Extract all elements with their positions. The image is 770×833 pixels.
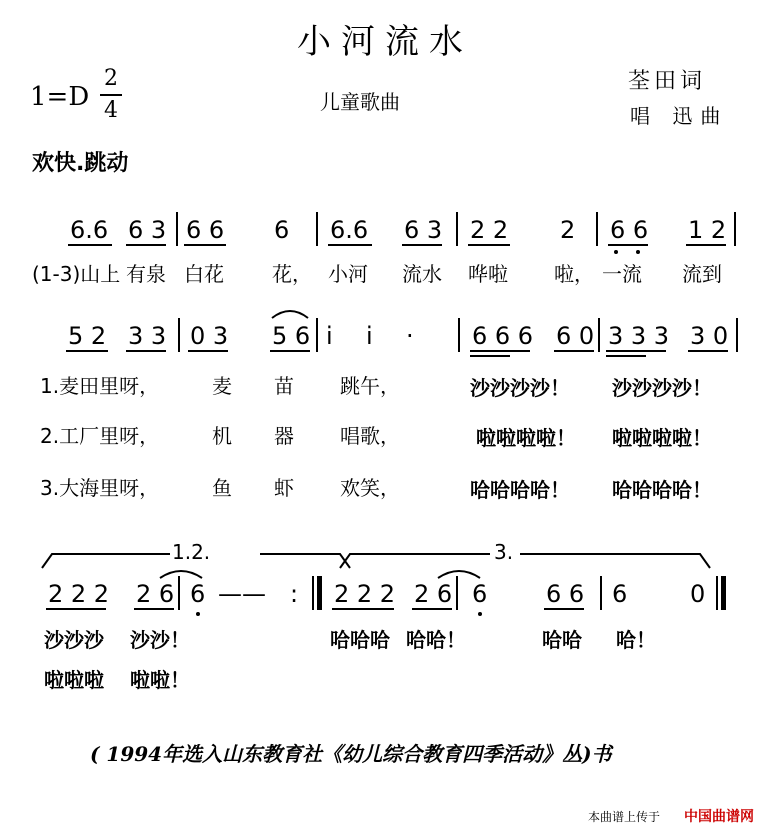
site-logo: 中国曲谱网 (684, 809, 754, 825)
note-group: 6 6 (546, 580, 585, 608)
note-group: 6 6 6 (472, 322, 534, 350)
lyricist: 荃田词 (628, 69, 707, 94)
genre: 儿童歌曲 (320, 90, 400, 114)
beam-underline (688, 350, 728, 352)
beam-underline (554, 350, 594, 352)
note-group: 5 2 (68, 322, 107, 350)
lyric: 哈哈！ (406, 628, 466, 652)
note-group: 2 2 2 (48, 580, 110, 608)
verse-lyric: 啦啦啦啦！ (612, 426, 712, 450)
verse-lyric: 1.麦田里呀， (40, 374, 160, 398)
beam-underline (332, 608, 394, 610)
verse-lyric: 哈哈哈哈！ (612, 478, 712, 502)
beam-underline (126, 244, 166, 246)
barline (456, 212, 458, 246)
repeat-sign: : (290, 580, 299, 608)
barline (456, 576, 458, 610)
beam-underline (608, 244, 648, 246)
verse-lyric: 沙沙沙沙！ (470, 376, 570, 400)
note-group: · (406, 322, 414, 350)
note-group: 2 2 (470, 216, 509, 244)
note-group: i (326, 322, 333, 350)
barline-thick (317, 576, 322, 610)
note-group: 3 3 (128, 322, 167, 350)
beam-underline (606, 350, 666, 352)
beam-underline (126, 350, 166, 352)
song-title: 小河流水 (297, 22, 473, 62)
lyric: 一流 (602, 262, 642, 286)
barline (316, 212, 318, 246)
note-group: 5 6 (272, 322, 311, 350)
note-group: 2 2 2 (334, 580, 396, 608)
verse-lyric: 哈哈哈哈！ (470, 478, 570, 502)
beam-underline (270, 350, 310, 352)
lyric: 哈！ (616, 628, 656, 652)
verse-lyric: 麦 (212, 374, 232, 398)
barline (596, 212, 598, 246)
beam-underline (470, 350, 530, 352)
verse-lyric: 苗 (274, 374, 294, 398)
note-group: 6 (472, 580, 488, 608)
note-group: 6 0 (556, 322, 595, 350)
beam-underline (686, 244, 726, 246)
ending-label: 3. (494, 540, 514, 564)
slur (270, 306, 310, 320)
lyric: 流水 (402, 262, 442, 286)
beam-underline (66, 350, 108, 352)
note-group: 6 6 (186, 216, 225, 244)
verse-lyric: 3.大海里呀， (40, 476, 160, 500)
note-group: 3 0 (690, 322, 729, 350)
note-group: 6 (190, 580, 206, 608)
lower-octave-dot (478, 612, 482, 616)
beam-underline (68, 244, 112, 246)
note-group: 6 6 (610, 216, 649, 244)
lyric: 哈哈哈 (330, 628, 390, 652)
note-group: 3 3 3 (608, 322, 670, 350)
note-group: 6 3 (128, 216, 167, 244)
beam-underline-double (606, 355, 646, 357)
verse-lyric: 2.工厂里呀， (40, 424, 160, 448)
lyric: 有泉 (126, 262, 166, 286)
barline (176, 212, 178, 246)
beam-underline (188, 350, 228, 352)
beam-underline (468, 244, 510, 246)
verse-lyric: 唱歌， (340, 424, 400, 448)
lyric: 啦啦！ (130, 668, 190, 692)
barline (178, 318, 180, 352)
verse-lyric: 虾 (274, 476, 294, 500)
volta-brackets (40, 540, 720, 570)
verse-lyric: 啦啦啦啦！ (476, 426, 576, 450)
lyric: 啦， (554, 262, 594, 286)
lyric: 花， (272, 262, 312, 286)
time-divider (100, 94, 122, 96)
lyric: (1-3)山上 (32, 262, 121, 286)
note-group: 6 3 (404, 216, 443, 244)
barline (734, 212, 736, 246)
tempo-marking: 欢快.跳动 (32, 151, 129, 176)
verse-lyric: 器 (274, 424, 294, 448)
lower-octave-dot (636, 250, 640, 254)
barline (600, 576, 602, 610)
slur (436, 566, 482, 580)
note-group: 6.6 (70, 216, 109, 244)
note-group: 6.6 (330, 216, 369, 244)
barline (178, 576, 180, 610)
beam-underline (184, 244, 226, 246)
verse-lyric: 跳午， (340, 374, 400, 398)
beam-underline (412, 608, 452, 610)
beam-underline (46, 608, 106, 610)
note-group: 0 3 (190, 322, 229, 350)
beam-underline-double (470, 355, 510, 357)
lyric: 哈哈 (542, 628, 582, 652)
time-top: 2 (104, 66, 118, 91)
key-signature: 1=D (30, 82, 90, 112)
lower-octave-dot (614, 250, 618, 254)
barline (716, 576, 718, 610)
lower-octave-dot (196, 612, 200, 616)
barline (312, 576, 314, 610)
barline-thick (721, 576, 726, 610)
lyric: 沙沙！ (130, 628, 190, 652)
beam-underline (134, 608, 174, 610)
lyric: 流到 (682, 262, 722, 286)
note-group: 2 (560, 216, 576, 244)
note-group: i (366, 322, 373, 350)
slur (158, 566, 204, 580)
verse-lyric: 机 (212, 424, 232, 448)
note-group: 2 6 (414, 580, 453, 608)
publication-note: ( 1994年选入山东教育社《幼儿综合教育四季活动》丛)书 (90, 742, 612, 766)
lyric: 哗啦 (468, 262, 508, 286)
note-group: 0 (690, 580, 706, 608)
sustain-dash: —— (218, 580, 266, 608)
beam-underline (544, 608, 584, 610)
composer: 唱 迅曲 (630, 104, 729, 128)
beam-underline (402, 244, 442, 246)
ending-label: 1.2. (172, 540, 211, 564)
barline (458, 318, 460, 352)
verse-lyric: 沙沙沙沙！ (612, 376, 712, 400)
beam-underline (328, 244, 372, 246)
note-group: 1 2 (688, 216, 727, 244)
barline (598, 318, 600, 352)
time-bottom: 4 (104, 98, 118, 123)
lyric: 啦啦啦 (44, 668, 104, 692)
verse-lyric: 欢笑， (340, 476, 400, 500)
note-group: 2 6 (136, 580, 175, 608)
lyric: 小河 (328, 262, 368, 286)
barline (736, 318, 738, 352)
verse-lyric: 鱼 (212, 476, 232, 500)
note-group: 6 (612, 580, 628, 608)
time-signature (100, 66, 122, 124)
upload-note: 本曲谱上传于 (588, 810, 661, 824)
note-group: 6 (274, 216, 290, 244)
lyric: 沙沙沙 (44, 628, 104, 652)
barline (316, 318, 318, 352)
lyric: 白花 (184, 262, 224, 286)
